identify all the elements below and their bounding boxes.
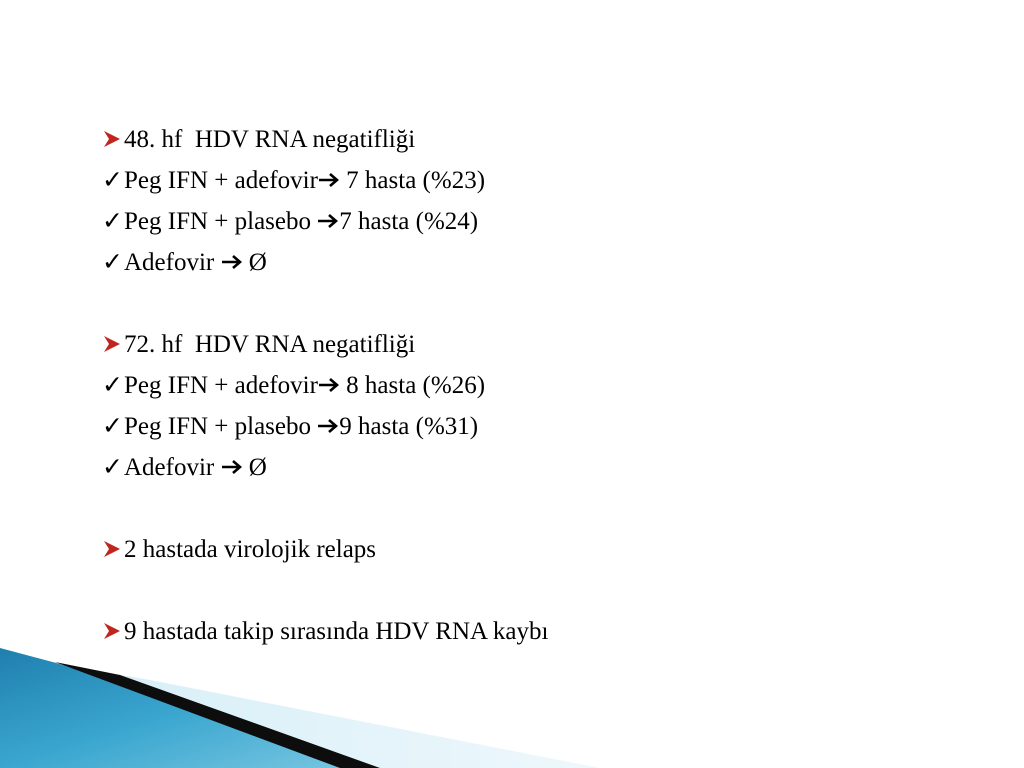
spacer <box>102 570 982 611</box>
item-value: 9 hasta (%31) <box>339 413 479 440</box>
list-item <box>102 242 982 283</box>
section-heading-72 <box>102 324 982 365</box>
right-arrow-icon <box>221 242 243 283</box>
right-arrow-icon <box>318 365 340 406</box>
right-arrow-icon <box>221 447 243 488</box>
check-icon: ✓ <box>102 413 123 440</box>
item-label: Peg IFN + adefovir <box>124 372 318 399</box>
note-relapse <box>102 529 982 570</box>
check-icon: ✓ <box>102 372 123 399</box>
item-value: Ø <box>242 454 267 481</box>
check-icon: ✓ <box>102 208 123 235</box>
slide-body <box>102 119 982 652</box>
right-arrow-icon <box>317 406 339 447</box>
item-label: Adefovir <box>124 249 221 276</box>
item-value: Ø <box>242 249 267 276</box>
list-item <box>102 406 982 447</box>
arrow-bullet-icon <box>102 529 124 570</box>
check-icon: ✓ <box>102 454 123 481</box>
section-heading-48 <box>102 119 982 160</box>
arrow-bullet-icon <box>102 611 124 652</box>
section-heading-text: 48. hf HDV RNA negatifliği <box>124 126 416 153</box>
note-text: 9 hastada takip sırasında HDV RNA kaybı <box>124 618 549 645</box>
item-value: 7 hasta (%23) <box>339 167 486 194</box>
arrow-bullet-icon <box>102 324 124 365</box>
item-value: 7 hasta (%24) <box>339 208 479 235</box>
item-label: Peg IFN + plasebo <box>124 413 318 440</box>
spacer <box>102 488 982 529</box>
note-text: 2 hastada virolojik relaps <box>124 536 377 563</box>
item-label: Peg IFN + plasebo <box>124 208 318 235</box>
right-arrow-icon <box>317 201 339 242</box>
list-item <box>102 447 982 488</box>
list-item <box>102 160 982 201</box>
arrow-bullet-icon <box>102 119 124 160</box>
item-label: Adefovir <box>124 454 221 481</box>
check-icon: ✓ <box>102 249 123 276</box>
note-rna-loss <box>102 611 982 652</box>
section-heading-text: 72. hf HDV RNA negatifliği <box>124 331 416 358</box>
right-arrow-icon <box>318 160 340 201</box>
list-item <box>102 201 982 242</box>
check-icon: ✓ <box>102 167 123 194</box>
item-value: 8 hasta (%26) <box>339 372 486 399</box>
item-label: Peg IFN + adefovir <box>124 167 318 194</box>
list-item <box>102 365 982 406</box>
spacer <box>102 283 982 324</box>
